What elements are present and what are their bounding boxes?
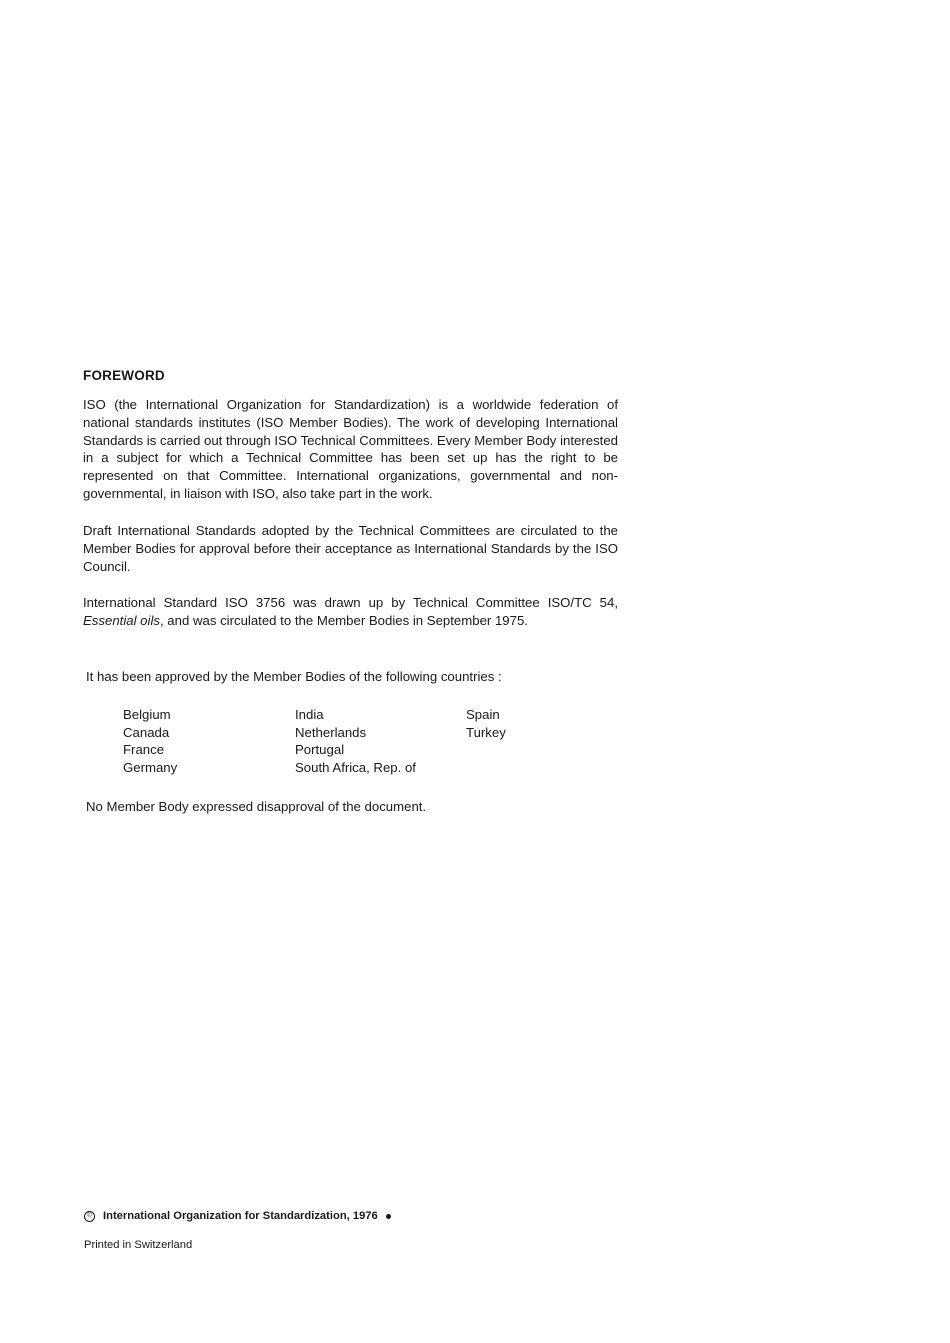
bullet-icon [386, 1214, 391, 1219]
foreword-paragraph-2: Draft International Standards adopted by the Technical Committees are circulated to the Member Bodies for approval before their acceptance as International Standards by the ISO Council. [83, 523, 618, 574]
country-item: India [295, 707, 324, 722]
printed-in-text: Printed in Switzerland [84, 1239, 193, 1251]
countries-column-2 [295, 706, 416, 776]
copyright-icon: © [84, 1211, 95, 1222]
foreword-paragraph-4: It has been approved by the Member Bodies of the following countries : [86, 669, 502, 684]
committee-title: Essential oils [83, 612, 160, 628]
foreword-paragraph-5: No Member Body expressed disapproval of the document. [86, 799, 427, 814]
paragraph-3-text-start: International Standard ISO 3756 was drawn up by Technical Committee ISO/TC 54, [83, 595, 618, 610]
countries-column-1 [123, 706, 177, 776]
country-item: Portugal [295, 742, 345, 758]
country-item: Netherlands [295, 724, 367, 740]
country-item: Belgium [123, 707, 171, 722]
country-item: Germany [123, 759, 178, 775]
copyright-text: International Organization for Standardization, 1976 [103, 1210, 378, 1222]
foreword-paragraph-1: ISO (the International Organization for Standardization) is a worldwide federation of national standards institutes (ISO Member Bodies). The work of developing International Standards is carried out through ISO Technical Committees. Every Member Body interested in a subject for which a Technical Committee has been set up has the right to be represented on that Committee. International organizations, governmental and non-governmental, in liaison with ISO, also take part in the work. [83, 397, 618, 501]
country-item: South Africa, Rep. of [295, 759, 416, 775]
country-item: Turkey [466, 724, 506, 740]
country-item: France [123, 742, 165, 758]
paragraph-3-text-end: , and was circulated to the Member Bodies in September 1975. [159, 612, 528, 628]
foreword-heading: FOREWORD [83, 368, 165, 383]
country-item: Spain [466, 707, 500, 722]
country-item: Canada [123, 724, 170, 740]
copyright-line [84, 1210, 391, 1222]
foreword-paragraph-3 [83, 594, 618, 630]
countries-column-3 [466, 706, 506, 741]
